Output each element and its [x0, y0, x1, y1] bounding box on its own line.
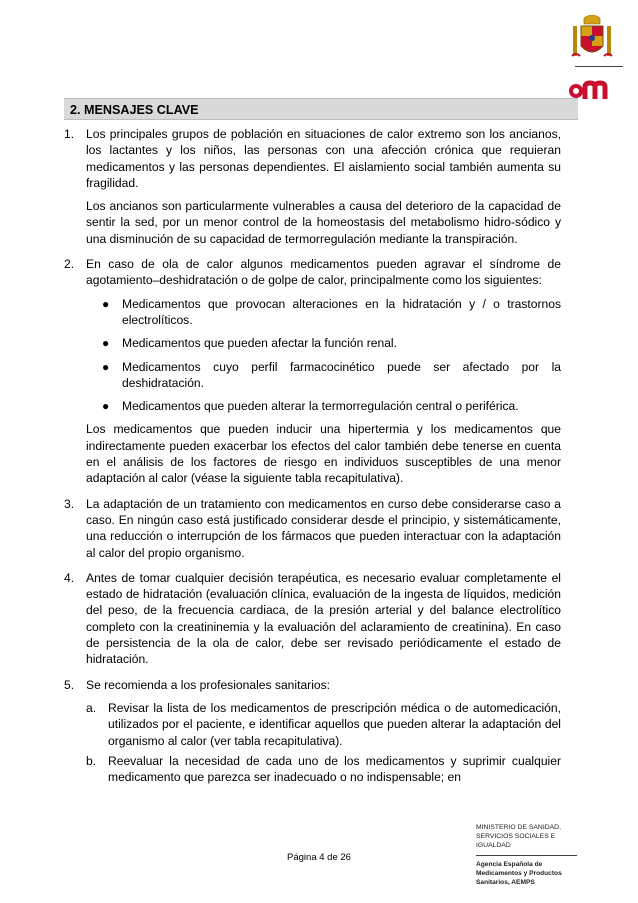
- bullet-icon: ●: [102, 336, 110, 351]
- bullet-item: ● Medicamentos cuyo perfil farmacocinético puede ser afectado por la deshidratación.: [102, 359, 561, 390]
- item-text: La adaptación de un tratamiento con medicamentos en curso debe considerarse caso a caso. En ningún caso está justificado considerar desde el principio, y sistemáticamente, una reducción o interrupción de los fármacos que pueden interactuar con la adaptación al calor del propio organismo.: [86, 496, 561, 560]
- aemps-logo-icon: [568, 78, 616, 100]
- list-item: [64, 126, 561, 247]
- list-item: [64, 677, 561, 786]
- list-item: [64, 496, 561, 561]
- bullet-icon: ●: [102, 359, 110, 374]
- sub-list-item: a. Revisar la lista de los medicamentos de prescripción médica o de automedicación, utilizados por el paciente, e identificar aquellos que pueden alterar la adaptación del organismo al calor (ver tabla recapitulativa).: [86, 700, 561, 748]
- bullet-list: [86, 296, 561, 415]
- item-number: 5.: [64, 677, 75, 692]
- page-number: Página 4 de 26: [287, 852, 351, 863]
- ministry-label: MINISTERIO DE SANIDAD, SERVICIOS SOCIALES E IGUALDAD: [476, 824, 561, 849]
- item-number: 1.: [64, 127, 75, 141]
- item-number: 3.: [64, 496, 75, 511]
- list-item: [64, 256, 561, 487]
- list-item: [64, 570, 561, 668]
- sub-list-item: b. Reevaluar la necesidad de cada uno de los medicamentos y suprimir cualquier medicamento que parezca ser inadecuado o no indispensable; en: [86, 753, 561, 785]
- item-text: Los principales grupos de población en situaciones de calor extremo son los ancianos, los lactantes y los niños, las personas con una afección crónica que requieran medicamentos y las personas dependientes. El aislamiento social también aumenta su fragilidad.: [86, 127, 561, 190]
- document-body: [64, 126, 561, 789]
- bullet-item: ● Medicamentos que provocan alteraciones en la hidratación y / o trastornos electrolíticos.: [102, 296, 561, 327]
- item-number: 2.: [64, 257, 75, 272]
- bullet-item: ● Medicamentos que pueden afectar la función renal.: [102, 336, 397, 351]
- bullet-icon: ●: [102, 399, 110, 414]
- item-text: Se recomienda a los profesionales sanitarios:: [86, 677, 331, 692]
- bullet-icon: ●: [102, 296, 110, 311]
- header-rule: [575, 66, 623, 67]
- item-text: Antes de tomar cualquier decisión terapéutica, es necesario evaluar completamente el estado de hidratación (evaluación clínica, evaluación de la ingesta de líquidos, medición del peso, de la frecuencia cardiaca, de la presión arterial y del balance electrolítico completo con la creatininemia y la evaluación del aclaramiento de creatinina). En caso de persistencia de la ola de calor, debe ser revisado periódicamente el estado de hidratación.: [86, 570, 561, 667]
- item-paragraph: Los ancianos son particularmente vulnerables a causa del deterioro de la capacidad de sentir la sed, por un menor control de la homeostasis del metabolismo hidro-sódico y una disminución de su capacidad de termorregulación mediante la transpiración.: [86, 199, 561, 246]
- sub-list: [86, 700, 561, 785]
- footer-rule: [476, 855, 577, 856]
- section-heading: 2. MENSAJES CLAVE: [64, 98, 578, 120]
- bullet-item: ● Medicamentos que pueden alterar la termorregulación central o periférica.: [102, 399, 519, 414]
- item-number: 4.: [64, 570, 75, 585]
- item-text: En caso de ola de calor algunos medicamentos pueden agravar el síndrome de agotamiento–deshidratación o de golpe de calor, principalmente como los siguientes:: [86, 257, 561, 288]
- spain-coat-of-arms-icon: [570, 12, 614, 68]
- item-paragraph: Los medicamentos que pueden inducir una hipertermia y los medicamentos que indirectamente pueden exacerbar los efectos del calor también debe tenerse en cuenta en el análisis de los factores de riesgo en individuos susceptibles de una menor adaptación al calor (véase la siguiente tabla recapitulativa).: [86, 422, 561, 486]
- agency-label: Agencia Española de Medicamentos y Productos Sanitarios, AEMPS: [476, 861, 562, 886]
